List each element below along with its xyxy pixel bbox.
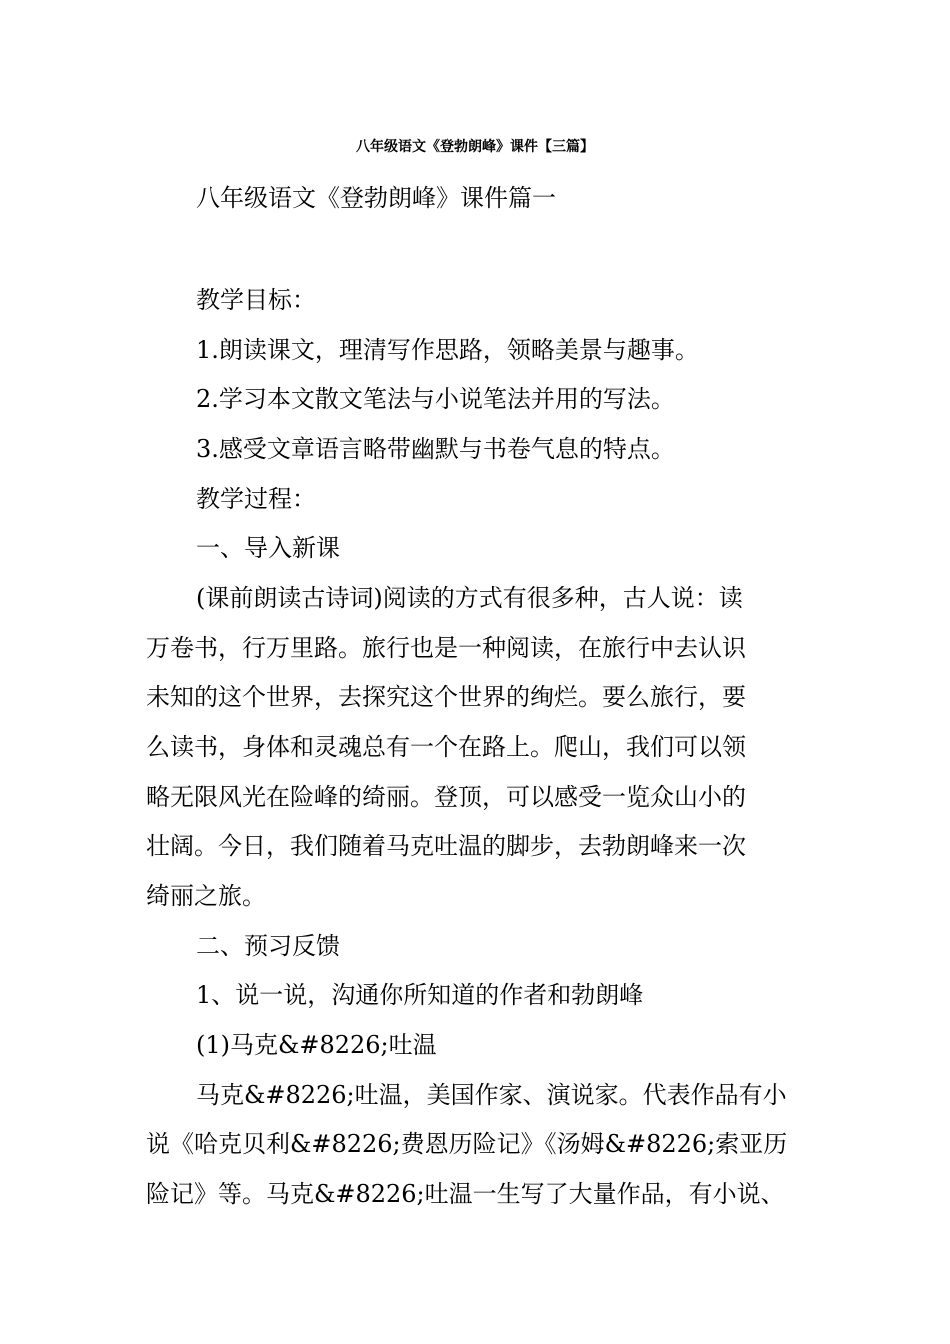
paragraph-line: 1.朗读课文，理清写作思路，领略美景与趣事。 bbox=[196, 336, 699, 364]
paragraph-line: 一、导入新课 bbox=[196, 534, 340, 562]
paragraph-line: 1、说一说，沟通你所知道的作者和勃朗峰 bbox=[196, 981, 644, 1009]
paragraph-line: 绮丽之旅。 bbox=[146, 882, 266, 910]
paragraph-line: 略无限风光在险峰的绮丽。登顶，可以感受一览众山小的 bbox=[146, 783, 746, 811]
document-title: 八年级语文《登勃朗峰》课件【三篇】 bbox=[356, 139, 594, 155]
paragraph-line: 3.感受文章语言略带幽默与书卷气息的特点。 bbox=[196, 435, 675, 463]
paragraph-line: 么读书，身体和灵魂总有一个在路上。爬山，我们可以领 bbox=[146, 733, 746, 761]
paragraph-line: 说《哈克贝利&#8226;费恩历险记》《汤姆&#8226;索亚历 bbox=[146, 1130, 788, 1158]
paragraph-line: 险记》等。马克&#8226;吐温一生写了大量作品，有小说、 bbox=[146, 1180, 785, 1208]
paragraph-line: 二、预习反馈 bbox=[196, 932, 340, 960]
paragraph-line: 壮阔。今日，我们随着马克吐温的脚步，去勃朗峰来一次 bbox=[146, 832, 746, 860]
paragraph-line: (课前朗读古诗词)阅读的方式有很多种，古人说：读 bbox=[196, 584, 743, 612]
paragraph-line: 万卷书，行万里路。旅行也是一种阅读，在旅行中去认识 bbox=[146, 634, 746, 662]
paragraph-line: (1)马克&#8226;吐温 bbox=[196, 1031, 437, 1059]
paragraph-line: 马克&#8226;吐温，美国作家、演说家。代表作品有小 bbox=[196, 1081, 787, 1109]
paragraph-line: 教学目标： bbox=[196, 286, 316, 314]
section-heading: 八年级语文《登勃朗峰》课件篇一 bbox=[196, 184, 556, 212]
paragraph-line: 未知的这个世界，去探究这个世界的绚烂。要么旅行，要 bbox=[146, 683, 746, 711]
paragraph-line: 教学过程： bbox=[196, 485, 316, 513]
paragraph-line: 2.学习本文散文笔法与小说笔法并用的写法。 bbox=[196, 385, 675, 413]
